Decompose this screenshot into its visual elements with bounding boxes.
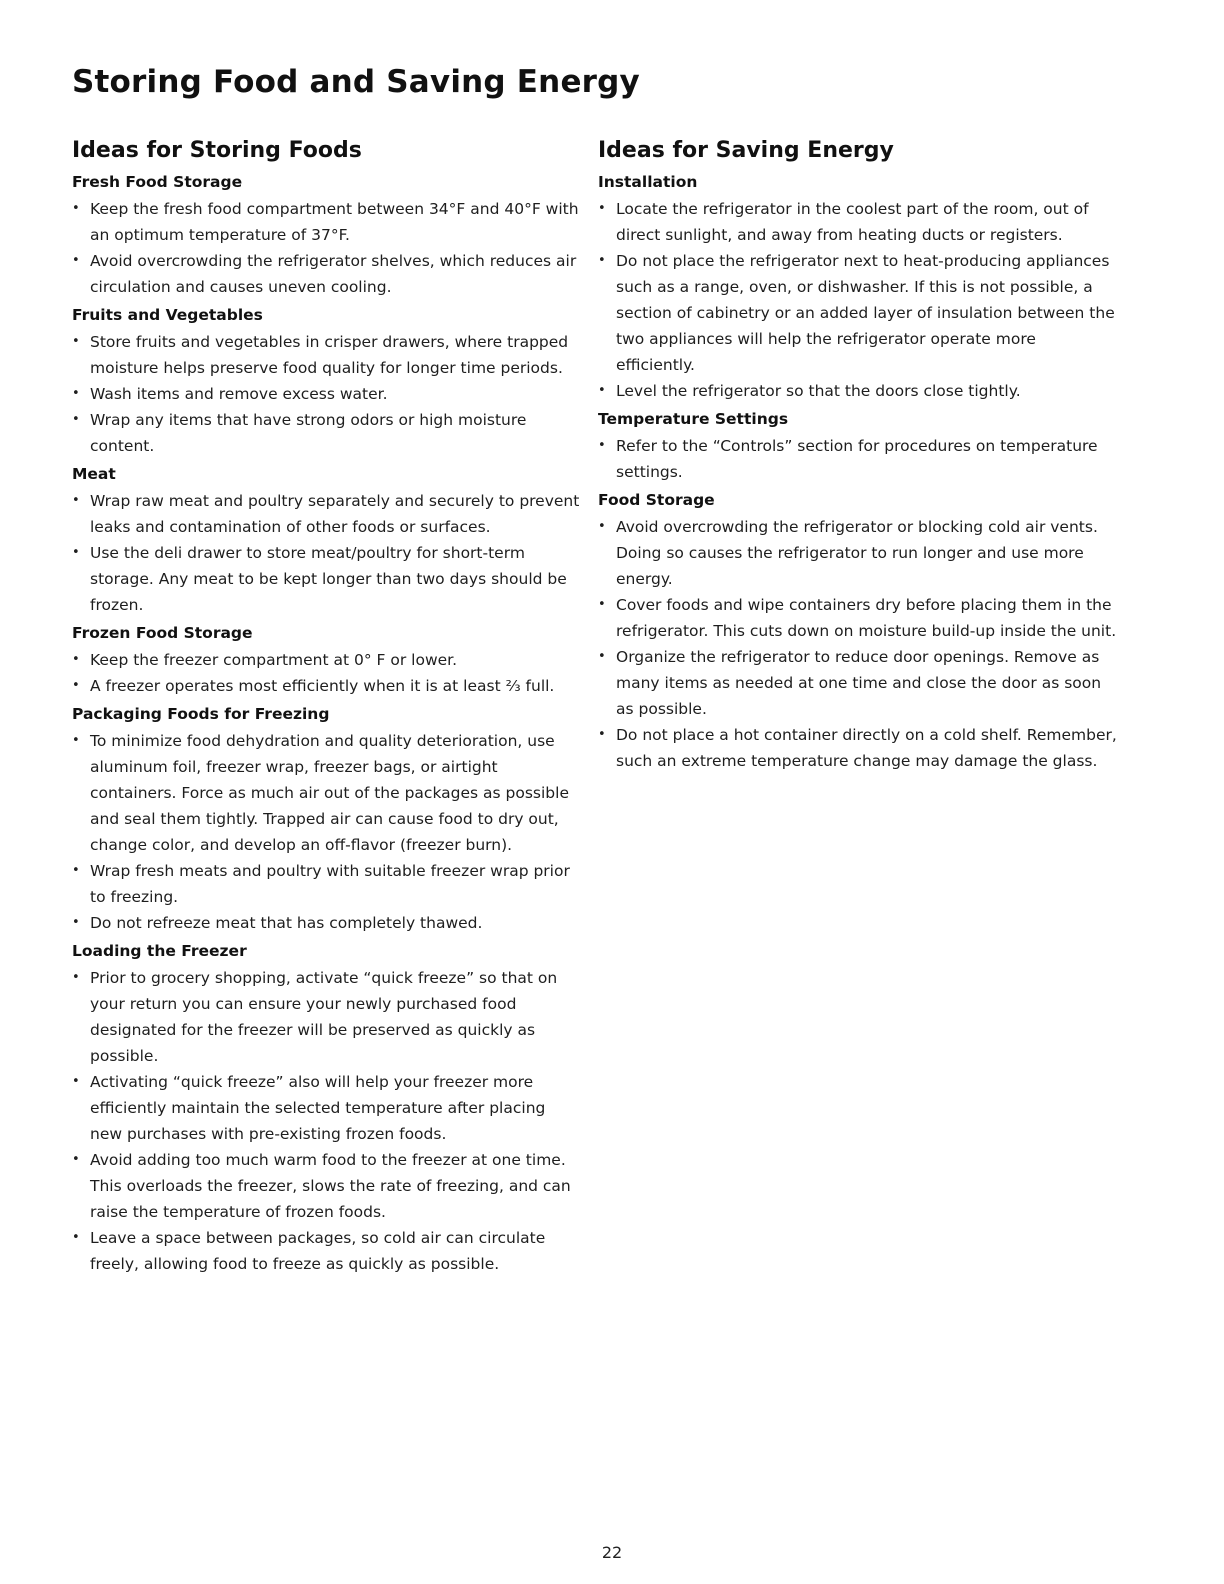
saving-energy-heading: Ideas for Saving Energy [598,138,894,163]
list-item: • Do not refreeze meat that has completely thawed. [72,910,580,936]
list-item: • Do not place a hot container directly on a cold shelf. Remember, such an extreme temperature change may damage the glass. [598,722,1118,774]
list-item: • Store fruits and vegetables in crisper drawers, where trapped moisture helps preserve food quality for longer time periods. [72,329,580,381]
saving-energy-column [598,138,1118,780]
section-frozen-food-storage [72,624,580,699]
section-fruits-and-vegetables [72,306,580,459]
list-item: • Avoid adding too much warm food to the freezer at one time. This overloads the freezer, slows the rate of freezing, and can raise the temperature of frozen foods. [72,1147,580,1225]
list-item: • Keep the freezer compartment at 0° F or lower. [72,647,580,673]
bullet-list [598,196,1118,404]
section-title: Food Storage [598,491,715,509]
list-item: • Activating “quick freeze” also will help your freezer more efficiently maintain the selected temperature after placing new purchases with pre-existing frozen foods. [72,1069,580,1147]
section-packaging-foods-for-freezing [72,705,580,936]
page-title: Storing Food and Saving Energy [72,64,640,100]
list-item: • Do not place the refrigerator next to heat-producing appliances such as a range, oven, or dishwasher. If this is not possible, a section of cabinetry or an added layer of insulation between the two appliances will help the refrigerator operate more efficiently. [598,248,1118,378]
list-item: • Cover foods and wipe containers dry before placing them in the refrigerator. This cuts down on moisture build-up inside the unit. [598,592,1118,644]
bullet-list [598,433,1118,485]
section-food-storage [598,491,1118,774]
list-item: • Refer to the “Controls” section for procedures on temperature settings. [598,433,1118,485]
page-number: 22 [601,1543,623,1562]
section-title: Installation [598,173,698,191]
section-title: Loading the Freezer [72,942,247,960]
section-installation [598,173,1118,404]
list-item: • A freezer operates most efficiently when it is at least ⅔ full. [72,673,580,699]
section-title: Frozen Food Storage [72,624,253,642]
section-temperature-settings [598,410,1118,485]
bullet-list [72,647,580,699]
bullet-list [72,488,580,618]
storing-foods-heading: Ideas for Storing Foods [72,138,362,163]
section-title: Meat [72,465,116,483]
list-item: • Locate the refrigerator in the coolest part of the room, out of direct sunlight, and away from heating ducts or registers. [598,196,1118,248]
section-title: Temperature Settings [598,410,789,428]
section-title: Fruits and Vegetables [72,306,263,324]
list-item: • Use the deli drawer to store meat/poultry for short-term storage. Any meat to be kept longer than two days should be frozen. [72,540,580,618]
list-item: • Avoid overcrowding the refrigerator shelves, which reduces air circulation and causes uneven cooling. [72,248,580,300]
list-item: • Wrap raw meat and poultry separately and securely to prevent leaks and contamination of other foods or surfaces. [72,488,580,540]
list-item: • Wrap any items that have strong odors or high moisture content. [72,407,580,459]
section-loading-the-freezer [72,942,580,1277]
section-title: Packaging Foods for Freezing [72,705,330,723]
bullet-list [72,965,580,1277]
list-item: • Level the refrigerator so that the doors close tightly. [598,378,1118,404]
list-item: • Wrap fresh meats and poultry with suitable freezer wrap prior to freezing. [72,858,580,910]
list-item: • Keep the fresh food compartment between 34°F and 40°F with an optimum temperature of 37°F. [72,196,580,248]
list-item: • Avoid overcrowding the refrigerator or blocking cold air vents. Doing so causes the refrigerator to run longer and use more energy. [598,514,1118,592]
bullet-list [72,329,580,459]
list-item: • Prior to grocery shopping, activate “quick freeze” so that on your return you can ensure your newly purchased food designated for the freezer will be preserved as quickly as possible. [72,965,580,1069]
storing-foods-column [72,138,580,1283]
section-title: Fresh Food Storage [72,173,243,191]
list-item: • To minimize food dehydration and quality deterioration, use aluminum foil, freezer wrap, freezer bags, or airtight containers. Force as much air out of the packages as possible and seal them tightly. Trapped air can cause food to dry out, change color, and develop an off-flavor (freezer burn). [72,728,580,858]
section-meat [72,465,580,618]
list-item: • Wash items and remove excess water. [72,381,580,407]
section-fresh-food-storage [72,173,580,300]
list-item: • Organize the refrigerator to reduce door openings. Remove as many items as needed at one time and close the door as soon as possible. [598,644,1118,722]
bullet-list [72,728,580,936]
list-item: • Leave a space between packages, so cold air can circulate freely, allowing food to freeze as quickly as possible. [72,1225,580,1277]
bullet-list [72,196,580,300]
bullet-list [598,514,1118,774]
